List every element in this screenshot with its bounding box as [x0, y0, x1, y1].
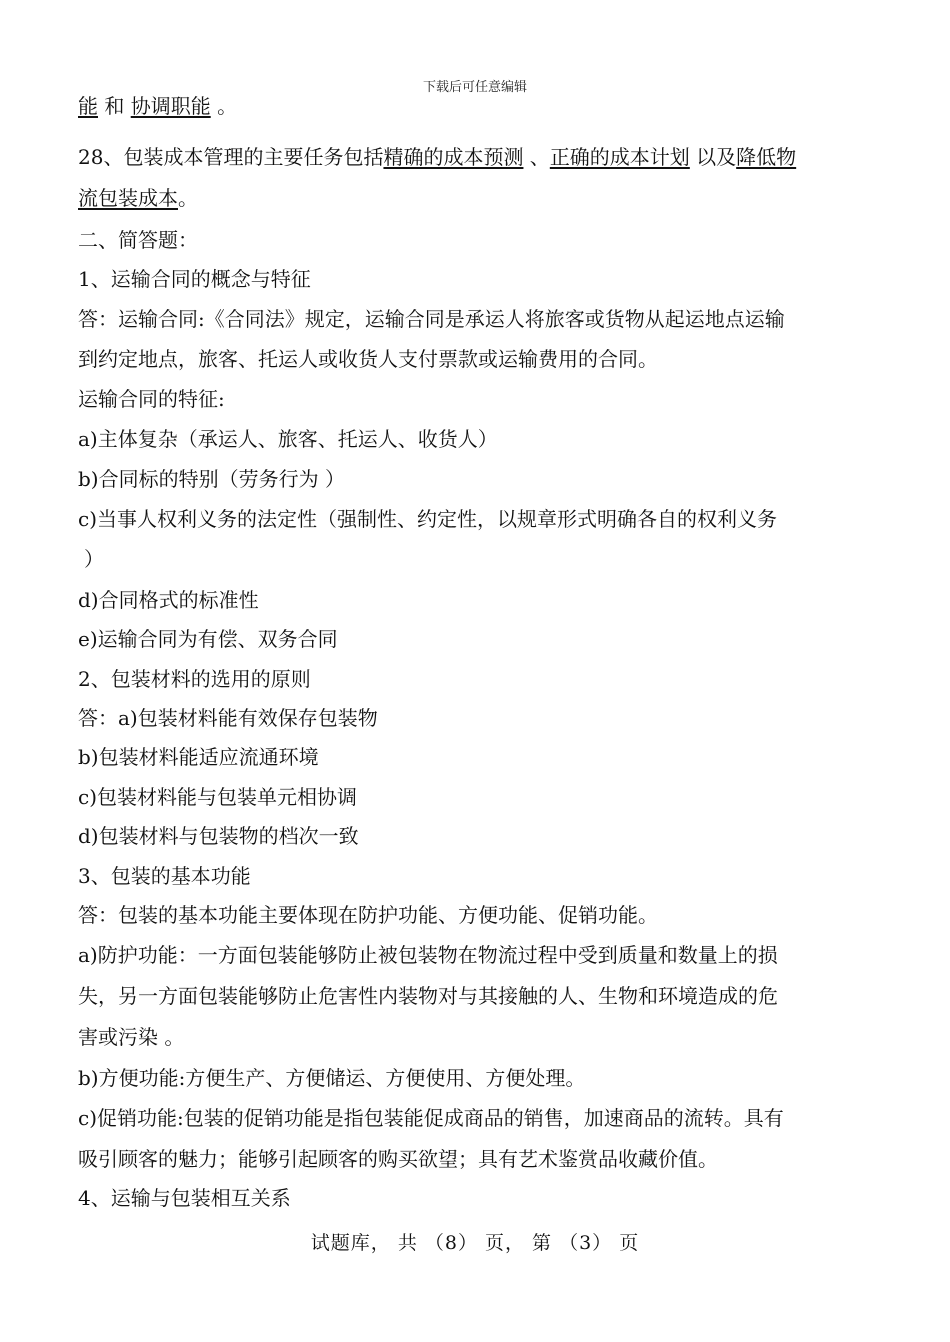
list-item: 答：a)包装材料能有效保存包装物 — [78, 706, 378, 730]
list-item: d)合同格式的标准性 — [78, 588, 259, 612]
text-line: 答：包装的基本功能主要体现在防护功能、方便功能、促销功能。 — [78, 903, 658, 927]
answer-underlined: 精确的成本预测 — [383, 145, 524, 169]
question-heading: 3、包装的基本功能 — [78, 864, 251, 888]
list-item: b)方便功能:方便生产、方便储运、方便使用、方便处理。 — [78, 1066, 586, 1090]
list-item: c)当事人权利义务的法定性（强制性、约定性，以规章形式明确各自的权利义务 — [78, 507, 778, 531]
text-line: 流包装成本。 — [78, 186, 198, 210]
text-line: ） — [84, 547, 104, 571]
list-item: c)包装材料能与包装单元相协调 — [78, 785, 358, 809]
list-item: b)合同标的特别（劳务行为 ） — [78, 467, 345, 491]
text-line: 到约定地点，旅客、托运人或收货人支付票款或运输费用的合同。 — [78, 347, 658, 371]
page-header: 下载后可任意编辑 — [422, 80, 527, 95]
answer-underlined: 降低物 — [736, 145, 797, 169]
page-footer: 试题库， 共 （8） 页， 第 （3） 页 — [310, 1232, 640, 1254]
text-line: 答：运输合同:《合同法》规定，运输合同是承运人将旅客或货物从起运地点运输 — [78, 307, 785, 331]
question-heading: 1、运输合同的概念与特征 — [78, 267, 311, 291]
list-item: b)包装材料能适应流通环境 — [78, 745, 319, 769]
text-line: 能 和 协调职能 。 — [78, 94, 238, 118]
text-line: 害或污染 。 — [78, 1025, 185, 1049]
text-line: 运输合同的特征: — [78, 387, 225, 411]
question-heading: 2、包装材料的选用的原则 — [78, 667, 311, 691]
answer-underlined: 正确的成本计划 — [549, 145, 690, 169]
list-item: a)防护功能：一方面包装能够防止被包装物在物流过程中受到质量和数量上的损 — [78, 943, 778, 967]
question-28: 28、包装成本管理的主要任务包括精确的成本预测 、正确的成本计划 以及降低物 — [78, 145, 797, 169]
list-item: c)促销功能:包装的促销功能是指包装能促成商品的销售，加速商品的流转。具有 — [78, 1106, 784, 1130]
answer-underlined: 能 — [78, 94, 98, 118]
list-item: d)包装材料与包装物的档次一致 — [78, 824, 359, 848]
list-item: e)运输合同为有偿、双务合同 — [78, 627, 338, 651]
list-item: a)主体复杂（承运人、旅客、托运人、收货人） — [78, 427, 498, 451]
answer-underlined: 流包装成本 — [78, 186, 178, 210]
text-line: 吸引顾客的魅力；能够引起顾客的购买欲望；具有艺术鉴赏品收藏价值。 — [78, 1147, 718, 1171]
text-line: 失，另一方面包装能够防止危害性内装物对与其接触的人、生物和环境造成的危 — [78, 984, 778, 1008]
answer-underlined: 协调职能 — [130, 94, 211, 118]
question-heading: 4、运输与包装相互关系 — [78, 1186, 291, 1210]
section-heading: 二、简答题： — [78, 228, 198, 252]
